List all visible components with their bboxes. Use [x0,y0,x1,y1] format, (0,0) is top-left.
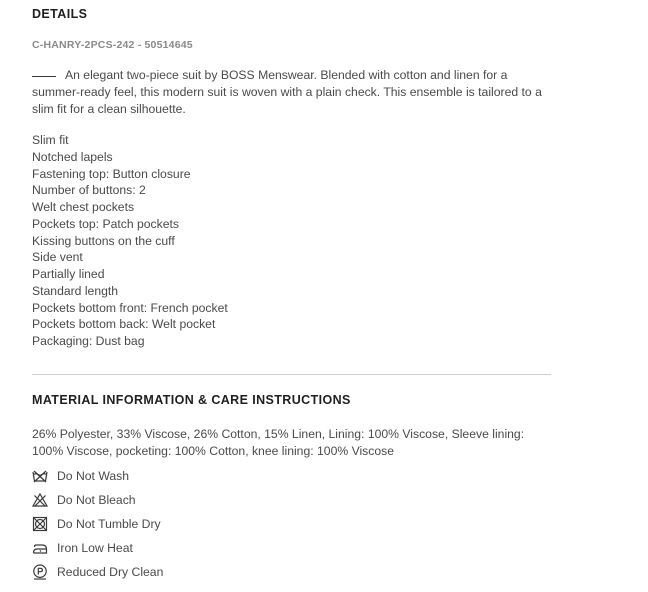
material-composition: 26% Polyester, 33% Viscose, 26% Cotton, 15% Linen, Lining: 100% Viscose, Sleeve lining: 100% Viscose, pocketing: 100% Cotton, knee lining: 100% Viscose [32,427,525,458]
feature-item: Fastening top: Button closure [32,166,191,181]
feature-item: Kissing buttons on the cuff [32,233,175,248]
feature-item: Packaging: Dust bag [32,334,145,348]
do-not-tumble-dry-icon [32,516,48,532]
care-label: Do Not Wash [57,469,130,483]
product-sku: C-HANRY-2PCS-242 - 50514645 [32,39,193,51]
do-not-bleach-icon [32,492,48,508]
feature-item: Welt chest pockets [32,200,135,214]
care-label: Do Not Tumble Dry [57,517,161,531]
feature-item: Number of buttons: 2 [32,183,146,198]
feature-item: Pockets top: Patch pockets [32,216,180,231]
iron-low-heat-icon [32,540,48,556]
reduced-dry-clean-icon [32,564,48,580]
care-label: Do Not Bleach [57,493,136,507]
care-label: Iron Low Heat [57,541,133,555]
description-text: An elegant two-piece suit by BOSS Menswear. Blended with cotton and linen for a summer-ready feel, this modern suit is woven with a plain check. This ensemble is tailored to a slim fit for a clean silhouette. [32,68,542,116]
feature-item: Slim fit [32,133,69,147]
feature-item: Notched lapels [32,149,113,164]
feature-item: Pockets bottom front: French pocket [32,300,228,315]
care-label: Reduced Dry Clean [57,565,164,579]
material-care-heading: MATERIAL INFORMATION & CARE INSTRUCTIONS [32,393,351,407]
do-not-wash-icon [32,468,48,484]
feature-item: Side vent [32,250,83,265]
care-item [32,512,163,536]
feature-item: Pockets bottom back: Welt pocket [32,317,216,332]
care-item [32,464,163,488]
feature-item: Standard length [32,283,119,298]
product-description [32,67,552,117]
details-heading: DETAILS [32,7,88,21]
care-item [32,536,163,560]
section-divider [32,374,551,375]
care-item [32,560,163,584]
dash-icon [32,76,56,77]
care-item [32,488,163,512]
feature-item: Partially lined [32,267,105,281]
feature-list [32,132,228,350]
care-instructions-list [32,464,163,584]
